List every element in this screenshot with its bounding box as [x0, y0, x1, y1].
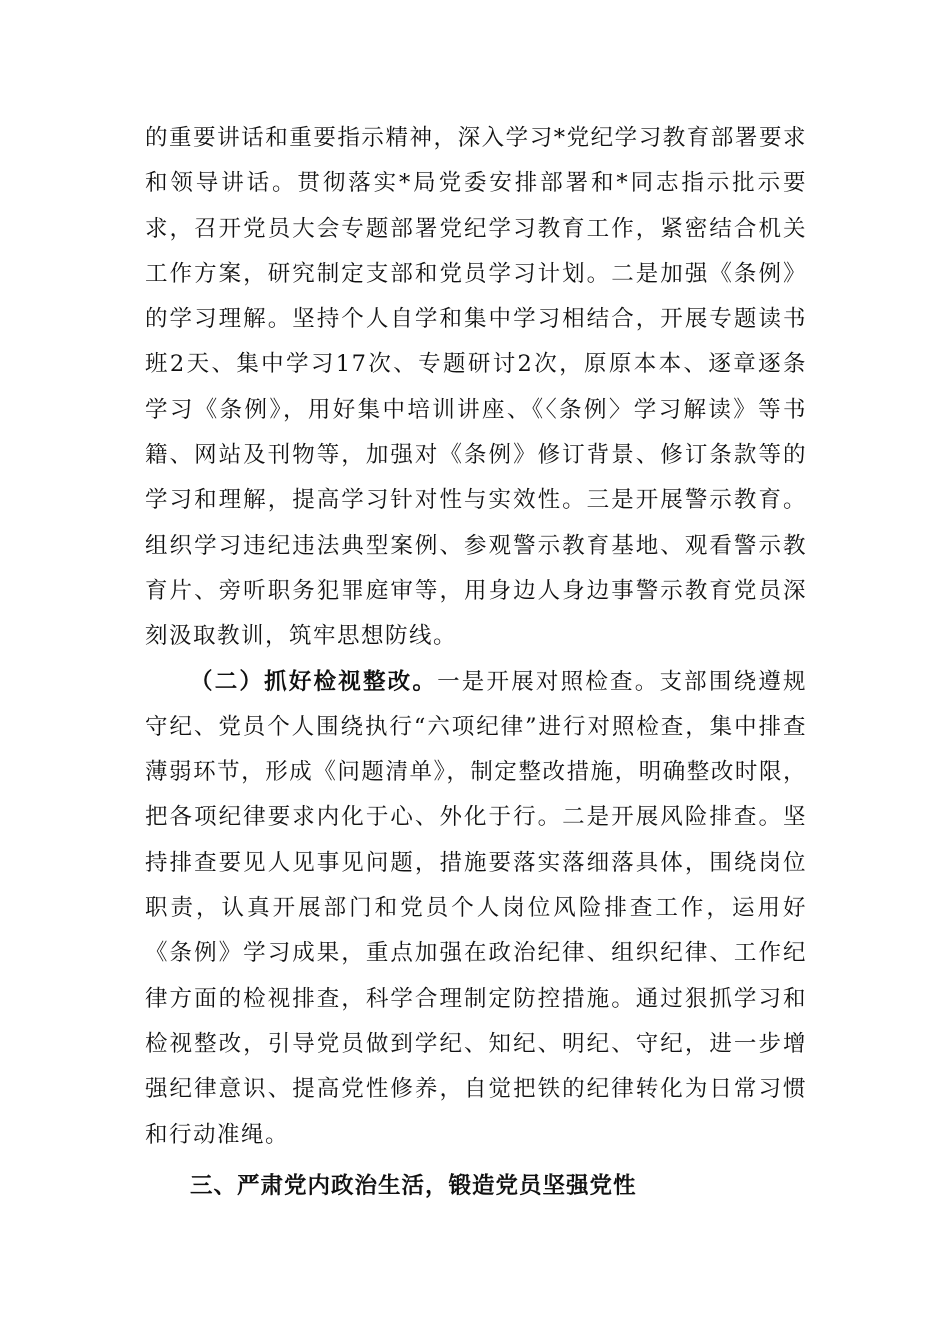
paragraph-inspection-rectification: [145, 660, 807, 1158]
subsection-heading: （二）抓好检视整改。: [190, 668, 438, 695]
paragraph-continued: 的重要讲话和重要指示精神，深入学习*党纪学习教育部署要求和领导讲话。贯彻落实*局党委安排部署和*同志指示批示要求，召开党员大会专题部署党纪学习教育工作，紧密结合机关工作方案，研究制定支部和党员学习计划。二是加强《条例》的学习理解。坚持个人自学和集中学习相结合，开展专题读书班2天、集中学习17次、专题研讨2次，原原本本、逐章逐条学习《条例》，用好集中培训讲座、《〈条例〉学习解读》等书籍、网站及刊物等，加强对《条例》修订背景、修订条款等的学习和理解，提高学习针对性与实效性。三是开展警示教育。组织学习违纪违法典型案例、参观警示教育基地、观看警示教育片、旁听职务犯罪庭审等，用身边人身边事警示教育党员深刻汲取教训，筑牢思想防线。: [145, 125, 807, 650]
document-body: [145, 116, 807, 1209]
paragraph-body: 一是开展对照检查。支部围绕遵规守纪、党员个人围绕执行“六项纪律”进行对照检查，集中排查薄弱环节，形成《问题清单》，制定整改措施，明确整改时限，把各项纪律要求内化于心、外化于行。二是开展风险排查。坚持排查要见人见事见问题，措施要落实落细落具体，围绕岗位职责，认真开展部门和党员个人岗位风险排查工作，运用好《条例》学习成果，重点加强在政治纪律、组织纪律、工作纪律方面的检视排查，科学合理制定防控措施。通过狠抓学习和检视整改，引导党员做到学纪、知纪、明纪、守纪，进一步增强纪律意识、提高党性修养，自觉把铁的纪律转化为日常习惯和行动准绳。: [145, 668, 807, 1148]
section-heading: 三、严肃党内政治生活，锻造党员坚强党性: [190, 1172, 637, 1199]
